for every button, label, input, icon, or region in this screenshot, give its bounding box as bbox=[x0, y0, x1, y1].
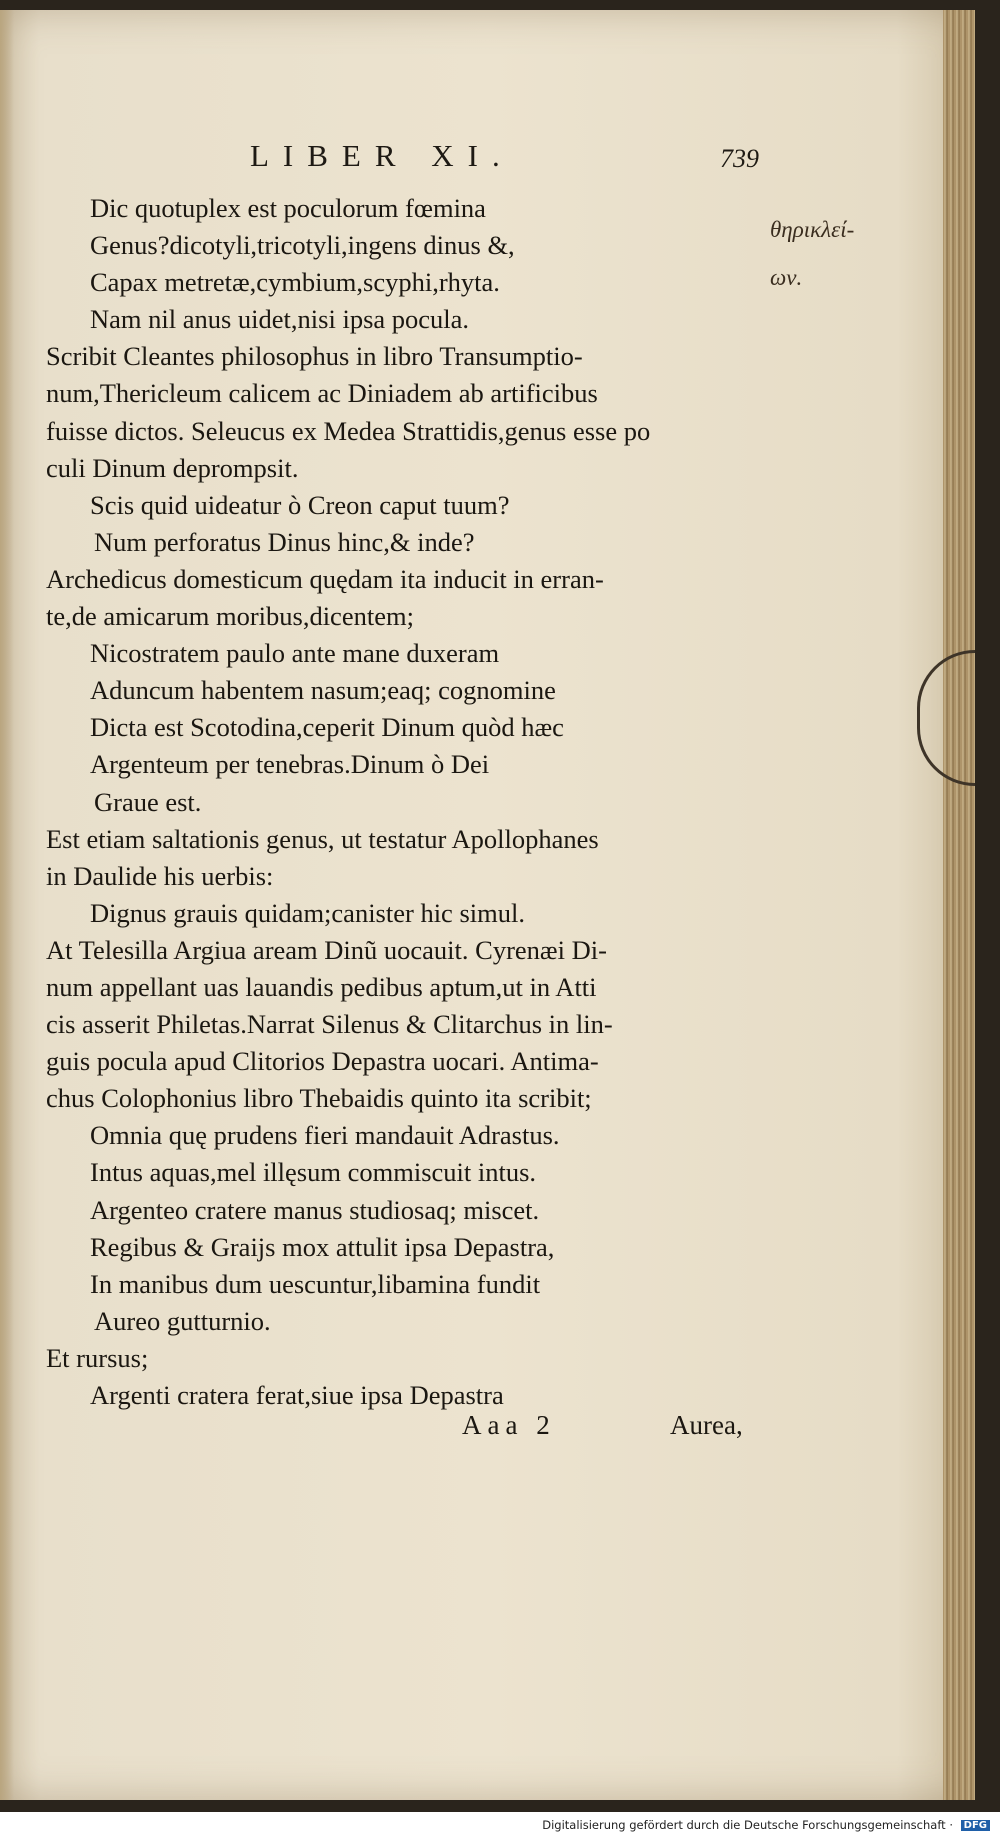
book-clasp bbox=[917, 650, 975, 786]
verse-line: Scis quid uideatur ò Creon caput tuum? bbox=[90, 489, 510, 520]
prose-line: guis pocula apud Clitorios Depastra uocari. Antima- bbox=[46, 1046, 599, 1077]
prose-line: cis asserit Philetas.Narrat Silenus & Clitarchus in lin- bbox=[46, 1009, 613, 1040]
verse-line: Argenteo cratere manus studiosaq; miscet. bbox=[90, 1194, 540, 1225]
marginal-note-line: ων. bbox=[770, 265, 803, 290]
prose-line: Est etiam saltationis genus, ut testatur Apollophanes bbox=[46, 823, 599, 854]
running-head: LIBER XI. bbox=[250, 138, 514, 173]
prose-line: culi Dinum deprompsit. bbox=[46, 452, 299, 483]
book-page bbox=[0, 10, 975, 1800]
verse-line: Nicostratem paulo ante mane duxeram bbox=[90, 638, 500, 669]
verse-line: Omnia quę prudens fieri mandauit Adrastus. bbox=[90, 1120, 560, 1151]
digitization-footer bbox=[0, 1812, 1000, 1840]
verse-line: Intus aquas,mel illęsum commiscuit intus. bbox=[90, 1157, 537, 1188]
verse-line: Genus?dicotyli,tricotyli,ingens dinus &, bbox=[90, 230, 515, 261]
verse-line: Nam nil anus uidet,nisi ipsa pocula. bbox=[90, 304, 470, 335]
catchword: Aurea, bbox=[670, 1410, 743, 1440]
verse-line: Argenti cratera ferat,siue ipsa Depastra bbox=[90, 1380, 504, 1410]
body-text bbox=[46, 190, 766, 1414]
verse-line: Num perforatus Dinus hinc,& inde? bbox=[94, 526, 475, 557]
prose-line: num,Thericleum calicem ac Diniadem ab artificibus bbox=[46, 378, 598, 409]
funding-credit bbox=[542, 1818, 990, 1832]
marginal-note-line: θηρικλεί- bbox=[770, 217, 855, 242]
page-number: 739 bbox=[720, 144, 759, 173]
prose-line: num appellant uas lauandis pedibus aptum,ut in Atti bbox=[46, 971, 597, 1002]
page-fore-edge bbox=[943, 10, 975, 1800]
prose-line: Et rursus; bbox=[46, 1342, 149, 1373]
dfg-logo: DFG bbox=[961, 1820, 990, 1831]
prose-line: te,de amicarum moribus,dicentem; bbox=[46, 601, 414, 632]
signature-mark: Aaa 2 bbox=[462, 1410, 556, 1440]
verse-line: Dicta est Scotodina,ceperit Dinum quòd hæc bbox=[90, 712, 564, 743]
verse-line: Graue est. bbox=[94, 786, 202, 817]
prose-line: Archedicus domesticum quędam ita inducit in erran- bbox=[46, 563, 604, 594]
prose-line: At Telesilla Argiua aream Dinũ uocauit. Cyrenæi Di- bbox=[46, 934, 607, 965]
verse-line: In manibus dum uescuntur,libamina fundit bbox=[90, 1268, 541, 1299]
verse-line: Dignus grauis quidam;canister hic simul. bbox=[90, 897, 525, 928]
prose-line: in Daulide his uerbis: bbox=[46, 860, 274, 891]
page-header bbox=[0, 138, 975, 178]
verse-line: Aureo gutturnio. bbox=[94, 1305, 271, 1336]
verse-line: Dic quotuplex est poculorum fœmina bbox=[90, 193, 486, 223]
prose-line: Scribit Cleantes philosophus in libro Transumptio- bbox=[46, 341, 583, 372]
verse-line: Aduncum habentem nasum;eaq; cognomine bbox=[90, 675, 556, 706]
verse-line: Argenteum per tenebras.Dinum ò Dei bbox=[90, 749, 490, 780]
verse-line: Capax metretæ,cymbium,scyphi,rhyta. bbox=[90, 267, 500, 298]
page-gutter bbox=[0, 10, 14, 1800]
catchline bbox=[0, 1410, 975, 1450]
marginal-note bbox=[770, 206, 890, 302]
verse-line: Regibus & Graijs mox attulit ipsa Depastra, bbox=[90, 1231, 555, 1262]
funding-credit-text: Digitalisierung gefördert durch die Deutsche Forschungsgemeinschaft · bbox=[542, 1818, 953, 1832]
prose-line: chus Colophonius libro Thebaidis quinto ita scribit; bbox=[46, 1083, 592, 1114]
prose-line: fuisse dictos. Seleucus ex Medea Strattidis,genus esse po bbox=[46, 415, 651, 446]
